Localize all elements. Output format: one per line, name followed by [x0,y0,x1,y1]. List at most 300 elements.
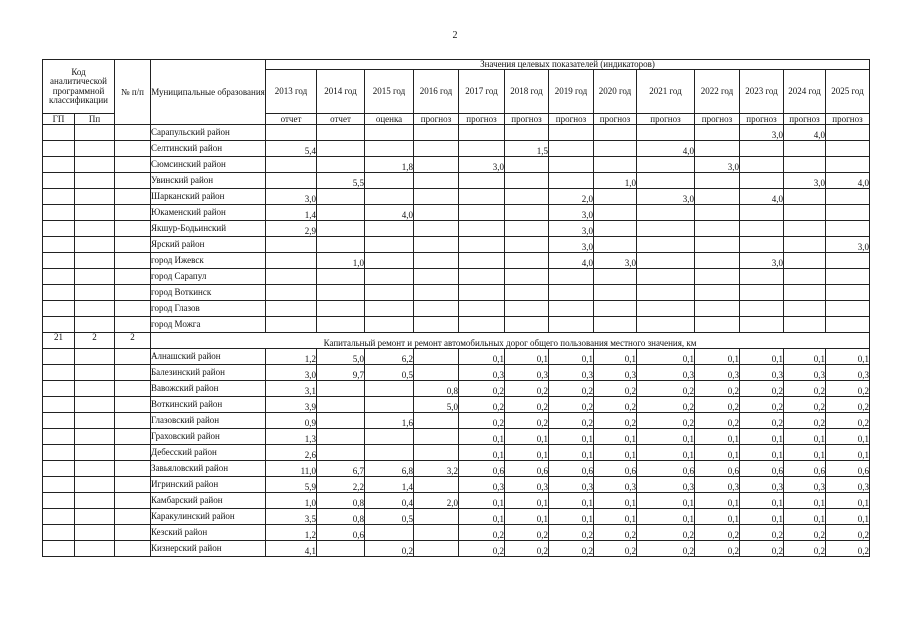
section-title: Капитальный ремонт и ремонт автомобильных дорог общего пользования местного значения, км [151,333,870,349]
section-gp: 21 [43,333,75,349]
value-cell: 0,6 [317,525,365,541]
value-cell: 3,0 [549,205,594,221]
value-cell [317,301,365,317]
year-header: 2022 год [695,70,740,114]
value-cell: 0,2 [695,397,740,413]
value-cell [594,317,637,333]
value-cell: 0,2 [459,541,505,557]
value-cell [594,285,637,301]
value-cell: 4,0 [549,253,594,269]
forecast-type-header: прогноз [594,114,637,125]
number-cell [115,317,151,333]
value-cell [594,189,637,205]
value-cell: 0,3 [505,477,549,493]
number-cell [115,125,151,141]
value-cell [459,237,505,253]
value-cell [414,237,459,253]
value-cell [740,237,784,253]
value-cell: 0,1 [740,493,784,509]
pp-cell [75,189,115,205]
value-cell [505,205,549,221]
forecast-type-header: прогноз [784,114,826,125]
value-cell: 0,1 [594,429,637,445]
value-cell: 4,0 [365,205,414,221]
year-header: 2023 год [740,70,784,114]
table-row [43,397,870,413]
pp-cell [75,397,115,413]
value-cell: 0,1 [637,493,695,509]
value-cell [549,317,594,333]
value-cell: 0,6 [594,461,637,477]
value-cell [740,205,784,221]
value-cell [826,189,870,205]
value-cell: 0,1 [637,445,695,461]
gp-cell [43,141,75,157]
value-cell: 2,9 [266,221,317,237]
value-cell [459,301,505,317]
value-cell: 0,1 [695,429,740,445]
number-cell [115,541,151,557]
value-cell [365,189,414,205]
value-cell: 0,1 [695,349,740,365]
municipality-name: Сарапульский район [151,125,266,141]
value-cell: 0,3 [740,477,784,493]
value-cell [784,157,826,173]
value-cell: 0,3 [826,477,870,493]
value-cell: 0,8 [317,493,365,509]
forecast-type-header: прогноз [414,114,459,125]
value-cell: 0,6 [549,461,594,477]
value-cell: 0,2 [784,397,826,413]
value-cell: 0,1 [740,349,784,365]
table-row [43,317,870,333]
indicator-table [42,59,870,557]
pp-cell [75,141,115,157]
value-cell: 0,5 [365,365,414,381]
value-cell: 0,2 [594,381,637,397]
number-cell [115,157,151,173]
value-cell [414,285,459,301]
value-cell [414,317,459,333]
value-cell [266,125,317,141]
value-cell [266,253,317,269]
value-cell: 0,1 [637,429,695,445]
value-cell: 0,1 [549,429,594,445]
value-cell: 0,8 [317,509,365,525]
value-cell [414,253,459,269]
value-cell: 0,2 [826,541,870,557]
value-cell: 0,2 [549,397,594,413]
municipality-name: Воткинский район [151,397,266,413]
value-cell [695,173,740,189]
value-cell: 0,3 [740,365,784,381]
year-header: 2020 год [594,70,637,114]
pp-cell [75,541,115,557]
value-cell [594,205,637,221]
value-cell [459,221,505,237]
value-cell [740,157,784,173]
municipality-name: город Сарапул [151,269,266,285]
value-cell [365,285,414,301]
value-cell [414,221,459,237]
number-header: № п/п [115,60,151,125]
value-cell: 0,2 [695,525,740,541]
pp-cell [75,381,115,397]
value-cell [459,269,505,285]
value-cell [505,301,549,317]
value-cell: 0,2 [637,541,695,557]
value-cell [784,221,826,237]
forecast-type-header: прогноз [740,114,784,125]
value-cell: 0,1 [826,349,870,365]
value-cell: 0,2 [549,413,594,429]
value-cell [637,317,695,333]
value-cell [365,253,414,269]
value-cell: 0,1 [826,509,870,525]
value-cell [365,429,414,445]
table-row [43,461,870,477]
value-cell: 0,1 [459,429,505,445]
value-cell [317,317,365,333]
value-cell [505,221,549,237]
value-cell: 0,1 [826,429,870,445]
value-cell: 0,2 [549,381,594,397]
municipality-name: Кезский район [151,525,266,541]
pp-cell [75,205,115,221]
pp-cell [75,365,115,381]
value-cell [317,221,365,237]
value-cell: 3,0 [549,237,594,253]
gp-cell [43,237,75,253]
targets-header: Значения целевых показателей (индикаторов) [266,60,870,70]
municipality-name: Завьяловский район [151,461,266,477]
value-cell: 0,2 [505,381,549,397]
value-cell [317,125,365,141]
value-cell: 0,1 [459,493,505,509]
value-cell [414,205,459,221]
value-cell [317,429,365,445]
value-cell [549,141,594,157]
pp-cell [75,237,115,253]
value-cell: 0,2 [594,413,637,429]
value-cell [784,141,826,157]
value-cell [784,301,826,317]
value-cell: 5,0 [414,397,459,413]
value-cell [414,189,459,205]
value-cell: 0,3 [594,477,637,493]
value-cell [266,157,317,173]
gp-cell [43,173,75,189]
gp-cell [43,493,75,509]
value-cell: 6,2 [365,349,414,365]
value-cell [637,205,695,221]
value-cell [594,237,637,253]
municipality-name: Глазовский район [151,413,266,429]
value-cell [594,141,637,157]
gp-cell [43,525,75,541]
year-header: 2018 год [505,70,549,114]
number-cell [115,477,151,493]
value-cell [505,173,549,189]
pp-cell [75,269,115,285]
number-cell [115,493,151,509]
value-cell [414,349,459,365]
value-cell [459,173,505,189]
value-cell: 0,1 [637,509,695,525]
value-cell: 0,3 [784,477,826,493]
value-cell: 0,2 [549,541,594,557]
value-cell [365,381,414,397]
value-cell [784,285,826,301]
value-cell: 0,3 [695,365,740,381]
number-cell [115,525,151,541]
table-row [43,141,870,157]
value-cell [414,477,459,493]
gp-cell [43,413,75,429]
value-cell [826,125,870,141]
pp-cell [75,429,115,445]
value-cell [459,253,505,269]
table-row [43,269,870,285]
year-header: 2021 год [637,70,695,114]
value-cell: 0,1 [740,429,784,445]
number-cell [115,237,151,253]
value-cell: 0,1 [826,493,870,509]
value-cell [365,525,414,541]
municipality-name: Дебесский район [151,445,266,461]
municipality-name: город Ижевск [151,253,266,269]
year-header: 2016 год [414,70,459,114]
value-cell [549,269,594,285]
value-cell: 5,5 [317,173,365,189]
value-cell [505,285,549,301]
value-cell [695,205,740,221]
value-cell: 0,3 [637,477,695,493]
municipality-name: Алнашский район [151,349,266,365]
pp-cell [75,221,115,237]
number-cell [115,173,151,189]
table-row [43,429,870,445]
year-header: 2013 год [266,70,317,114]
value-cell [740,173,784,189]
value-cell: 0,6 [459,461,505,477]
forecast-type-header: прогноз [549,114,594,125]
pp-cell [75,413,115,429]
value-cell: 0,2 [826,525,870,541]
value-cell: 0,1 [695,493,740,509]
forecast-type-header: отчет [266,114,317,125]
page-number: 2 [452,30,458,41]
gp-cell [43,189,75,205]
number-cell [115,285,151,301]
value-cell: 5,9 [266,477,317,493]
number-cell [115,349,151,365]
municipality-name: Балезинский район [151,365,266,381]
value-cell [266,301,317,317]
value-cell [695,125,740,141]
value-cell [414,173,459,189]
municipality-name: Граховский район [151,429,266,445]
value-cell [505,189,549,205]
gp-cell [43,445,75,461]
value-cell: 0,1 [459,509,505,525]
value-cell: 0,2 [740,381,784,397]
value-cell: 0,1 [740,445,784,461]
value-cell: 0,1 [784,509,826,525]
value-cell [695,317,740,333]
table-row [43,125,870,141]
value-cell: 0,2 [695,541,740,557]
value-cell [459,125,505,141]
value-cell [637,269,695,285]
value-cell [740,301,784,317]
value-cell: 0,1 [505,509,549,525]
value-cell: 0,2 [505,525,549,541]
year-header: 2025 год [826,70,870,114]
value-cell: 3,0 [784,173,826,189]
value-cell [637,237,695,253]
value-cell: 0,1 [695,445,740,461]
value-cell: 0,1 [549,509,594,525]
value-cell [365,269,414,285]
value-cell: 0,2 [549,525,594,541]
value-cell: 0,3 [549,365,594,381]
municipality-name: Кизнерский район [151,541,266,557]
number-cell [115,301,151,317]
value-cell: 0,2 [459,397,505,413]
municipality-name: Вавожский район [151,381,266,397]
value-cell [826,157,870,173]
table-row [43,445,870,461]
value-cell: 0,2 [637,525,695,541]
value-cell [826,269,870,285]
value-cell [266,269,317,285]
value-cell: 0,2 [637,381,695,397]
municipality-name: город Воткинск [151,285,266,301]
value-cell [594,269,637,285]
value-cell [414,141,459,157]
value-cell: 0,2 [740,541,784,557]
value-cell [414,445,459,461]
table-row [43,173,870,189]
table-row [43,205,870,221]
value-cell: 0,1 [505,445,549,461]
value-cell [594,125,637,141]
value-cell: 0,6 [826,461,870,477]
value-cell: 0,1 [505,349,549,365]
value-cell: 0,1 [594,509,637,525]
gp-cell [43,429,75,445]
value-cell: 0,2 [784,381,826,397]
value-cell: 1,5 [505,141,549,157]
municipality-name: Каракулинский район [151,509,266,525]
pp-cell [75,173,115,189]
value-cell [459,317,505,333]
value-cell [549,301,594,317]
value-cell [414,301,459,317]
municipality-name: Селтинский район [151,141,266,157]
value-cell: 1,4 [266,205,317,221]
value-cell: 1,0 [266,493,317,509]
value-cell: 2,2 [317,477,365,493]
gp-cell [43,397,75,413]
value-cell: 0,1 [594,445,637,461]
value-cell [365,173,414,189]
pp-cell [75,317,115,333]
table-row [43,301,870,317]
gp-cell [43,381,75,397]
value-cell: 0,8 [414,381,459,397]
value-cell [414,429,459,445]
value-cell [459,205,505,221]
value-cell [414,413,459,429]
value-cell: 0,3 [594,365,637,381]
number-cell [115,205,151,221]
table-row [43,541,870,557]
value-cell: 0,1 [549,349,594,365]
value-cell: 4,0 [784,125,826,141]
value-cell: 0,1 [549,445,594,461]
value-cell [549,173,594,189]
gp-cell [43,477,75,493]
number-cell [115,461,151,477]
value-cell [505,253,549,269]
gp-cell [43,157,75,173]
value-cell [784,253,826,269]
forecast-type-header: прогноз [695,114,740,125]
pp-cell [75,493,115,509]
value-cell [505,157,549,173]
pp-header: Пп [75,114,115,125]
value-cell [414,157,459,173]
value-cell [637,285,695,301]
pp-cell [75,525,115,541]
municipal-header: Муниципальные образования [151,60,266,125]
value-cell: 0,1 [549,493,594,509]
value-cell [637,301,695,317]
value-cell [695,285,740,301]
gp-cell [43,125,75,141]
pp-cell [75,157,115,173]
table-row [43,365,870,381]
value-cell [317,269,365,285]
value-cell: 4,0 [637,141,695,157]
value-cell [414,541,459,557]
value-cell: 0,2 [594,397,637,413]
value-cell [784,269,826,285]
value-cell: 1,8 [365,157,414,173]
table-row [43,237,870,253]
value-cell [365,317,414,333]
value-cell: 0,3 [459,365,505,381]
number-cell [115,221,151,237]
number-cell [115,429,151,445]
municipality-name: Юкаменский район [151,205,266,221]
value-cell: 0,2 [637,413,695,429]
value-cell: 0,4 [365,493,414,509]
value-cell [784,237,826,253]
municipality-name: Ярский район [151,237,266,253]
gp-cell [43,349,75,365]
value-cell: 3,0 [637,189,695,205]
number-cell [115,397,151,413]
table-row [43,413,870,429]
gp-cell [43,365,75,381]
table-row [43,381,870,397]
value-cell: 0,2 [784,413,826,429]
code-group-header: Код аналитической программной классификации [43,60,115,114]
value-cell: 11,0 [266,461,317,477]
